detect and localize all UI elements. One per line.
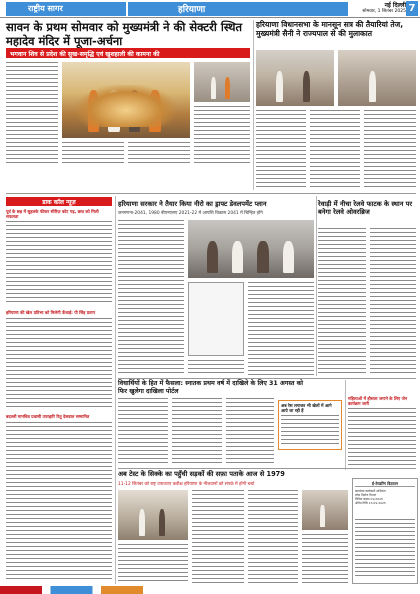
page-number: 7 <box>406 1 418 16</box>
sidebar-body-1 <box>6 221 112 305</box>
advert-line: अंतिम तिथि 15.09.2025 <box>355 501 386 505</box>
lead-subhead: भगवान शिव से प्रदेश की सुख-समृद्धि एवं खुशहाली की कामना की <box>6 48 250 58</box>
lead-photo <box>62 62 190 138</box>
masthead <box>0 0 420 18</box>
admission-body-col-1 <box>118 398 168 464</box>
admission-headline: विधार्थियों के हित में फैसला: स्नातक प्रथम वर्ष में दाखिले के लिए 31 अगस्त को फिर खुलेगा दाखिला पोर्टल <box>118 380 304 395</box>
middle-info-box <box>188 282 244 356</box>
railway-headline: रेवाड़ी में नीचा रेलवे फाटक के स्थान पर बनेगा रेलवे ओवरब्रिज <box>318 200 413 216</box>
sidebar-body-2 <box>6 318 112 410</box>
edition-date: सोमवार, 1 सितंबर 2025 <box>362 8 406 14</box>
railway-body-col-1 <box>318 228 366 376</box>
bottom-body-col-2 <box>192 490 244 584</box>
middle-body-col-1 <box>118 220 184 376</box>
railway-body-col-2 <box>370 228 416 376</box>
bottom-portrait-photo <box>302 490 348 530</box>
lead-photo-2 <box>194 62 250 102</box>
advert-line: निविदा संख्या 01/2025 <box>355 497 383 501</box>
lead-body-col-2 <box>62 142 124 166</box>
lead-body-col-3 <box>128 142 190 166</box>
highlight-box <box>278 400 342 450</box>
right-body-col-2 <box>310 110 360 190</box>
tender-advert <box>352 478 418 584</box>
color-registration-strip <box>0 586 420 594</box>
middle-subhead: जनगणना-2041, 1980 बीएनएसए 2021-22 में आपत्ति विकास 2041 में चिन्हित होंगे <box>118 211 263 216</box>
advert-title: ई-टेण्डरिंग विज्ञापन <box>355 481 415 487</box>
middle-body-col-3 <box>188 360 244 376</box>
advert-line: कार्यालय कार्यकारी अभियंता <box>355 489 386 493</box>
sidebar-headline-2: हरियाणा की खेल प्रतिभा को मिलेगी ऊँचाई: पी सिंह प्रताप <box>6 310 95 315</box>
section-name: हरियाणा <box>128 2 348 16</box>
highlight-box-headline: अब रेस लगाकर भी खेलों में आगे आये जा रही हैं <box>281 403 332 413</box>
admission-body-col-3 <box>226 398 274 464</box>
sidebar-headline-1: पूर्व के छह में सुहलके फीकर सीरिज़ कोट गढ़, छात्र को मिली सफलता <box>6 209 99 219</box>
admission-body-col-2 <box>172 398 222 464</box>
middle-headline: हरियाणा सरकार ने तैयार किया नीरो का ड्राफ्ट डेवलपमेंट प्लान <box>118 200 267 208</box>
bottom-headline: अब टेस्ट के सिक्के का पहुँची सड़कों की सफ़ा पताके आज से 1979 <box>118 470 285 478</box>
women-body <box>348 408 416 468</box>
meeting-hall-photo <box>188 220 314 278</box>
lead-headline: सावन के प्रथम सोमवार को मुख्यमंत्री ने की सेक्टरी स्थित महादेव मंदिर में पूजा-अर्चना <box>6 20 242 48</box>
right-body-col-1 <box>256 110 306 190</box>
cm-portrait-photo <box>338 50 416 106</box>
bottom-body-col-4 <box>302 534 348 584</box>
sidebar-title: डाक कॉल न्यूज़ <box>6 197 112 206</box>
sidebar-headline-3: बदल्ली मानचित्र प्रवासी उपरहारि रितु देसवाल सम्मानित <box>6 414 90 419</box>
advert-lines <box>355 489 415 505</box>
highlight-box-body <box>281 415 339 447</box>
advert-body <box>355 519 415 579</box>
right-headline: हरियाणा विधानसभा के मानसून सत्र की तैयारियां तेज, मुख्यमंत्री सैनी ने राज्यपाल से की मुलाकात <box>256 20 404 38</box>
bottom-body-col-1 <box>118 544 188 584</box>
bottom-body-col-3 <box>248 490 298 584</box>
bottom-subhead: 11-12 सितंबर को राष्ट्र उपाध्याय कवीक्ष हरियाणा के नौजवानों को संपर्क में होंगी चर्चा <box>118 482 255 487</box>
edition-city: नई दिल्ली <box>384 1 406 9</box>
newspaper-title: राष्ट्रीय सागर <box>6 2 126 16</box>
women-headline: महिलाओं में हौसला जगाने के लिए जेन कार्यक्रम जारी <box>348 396 408 406</box>
advert-line: लोक निर्माण विभाग <box>355 493 377 497</box>
middle-body-col-2 <box>248 282 314 376</box>
bottom-photo <box>118 490 188 540</box>
lead-body-col-1 <box>6 62 58 164</box>
right-body-col-3 <box>364 110 416 190</box>
lead-body-col-4 <box>194 106 250 166</box>
sidebar-body-3 <box>6 422 112 582</box>
governor-meeting-photo <box>256 50 334 106</box>
